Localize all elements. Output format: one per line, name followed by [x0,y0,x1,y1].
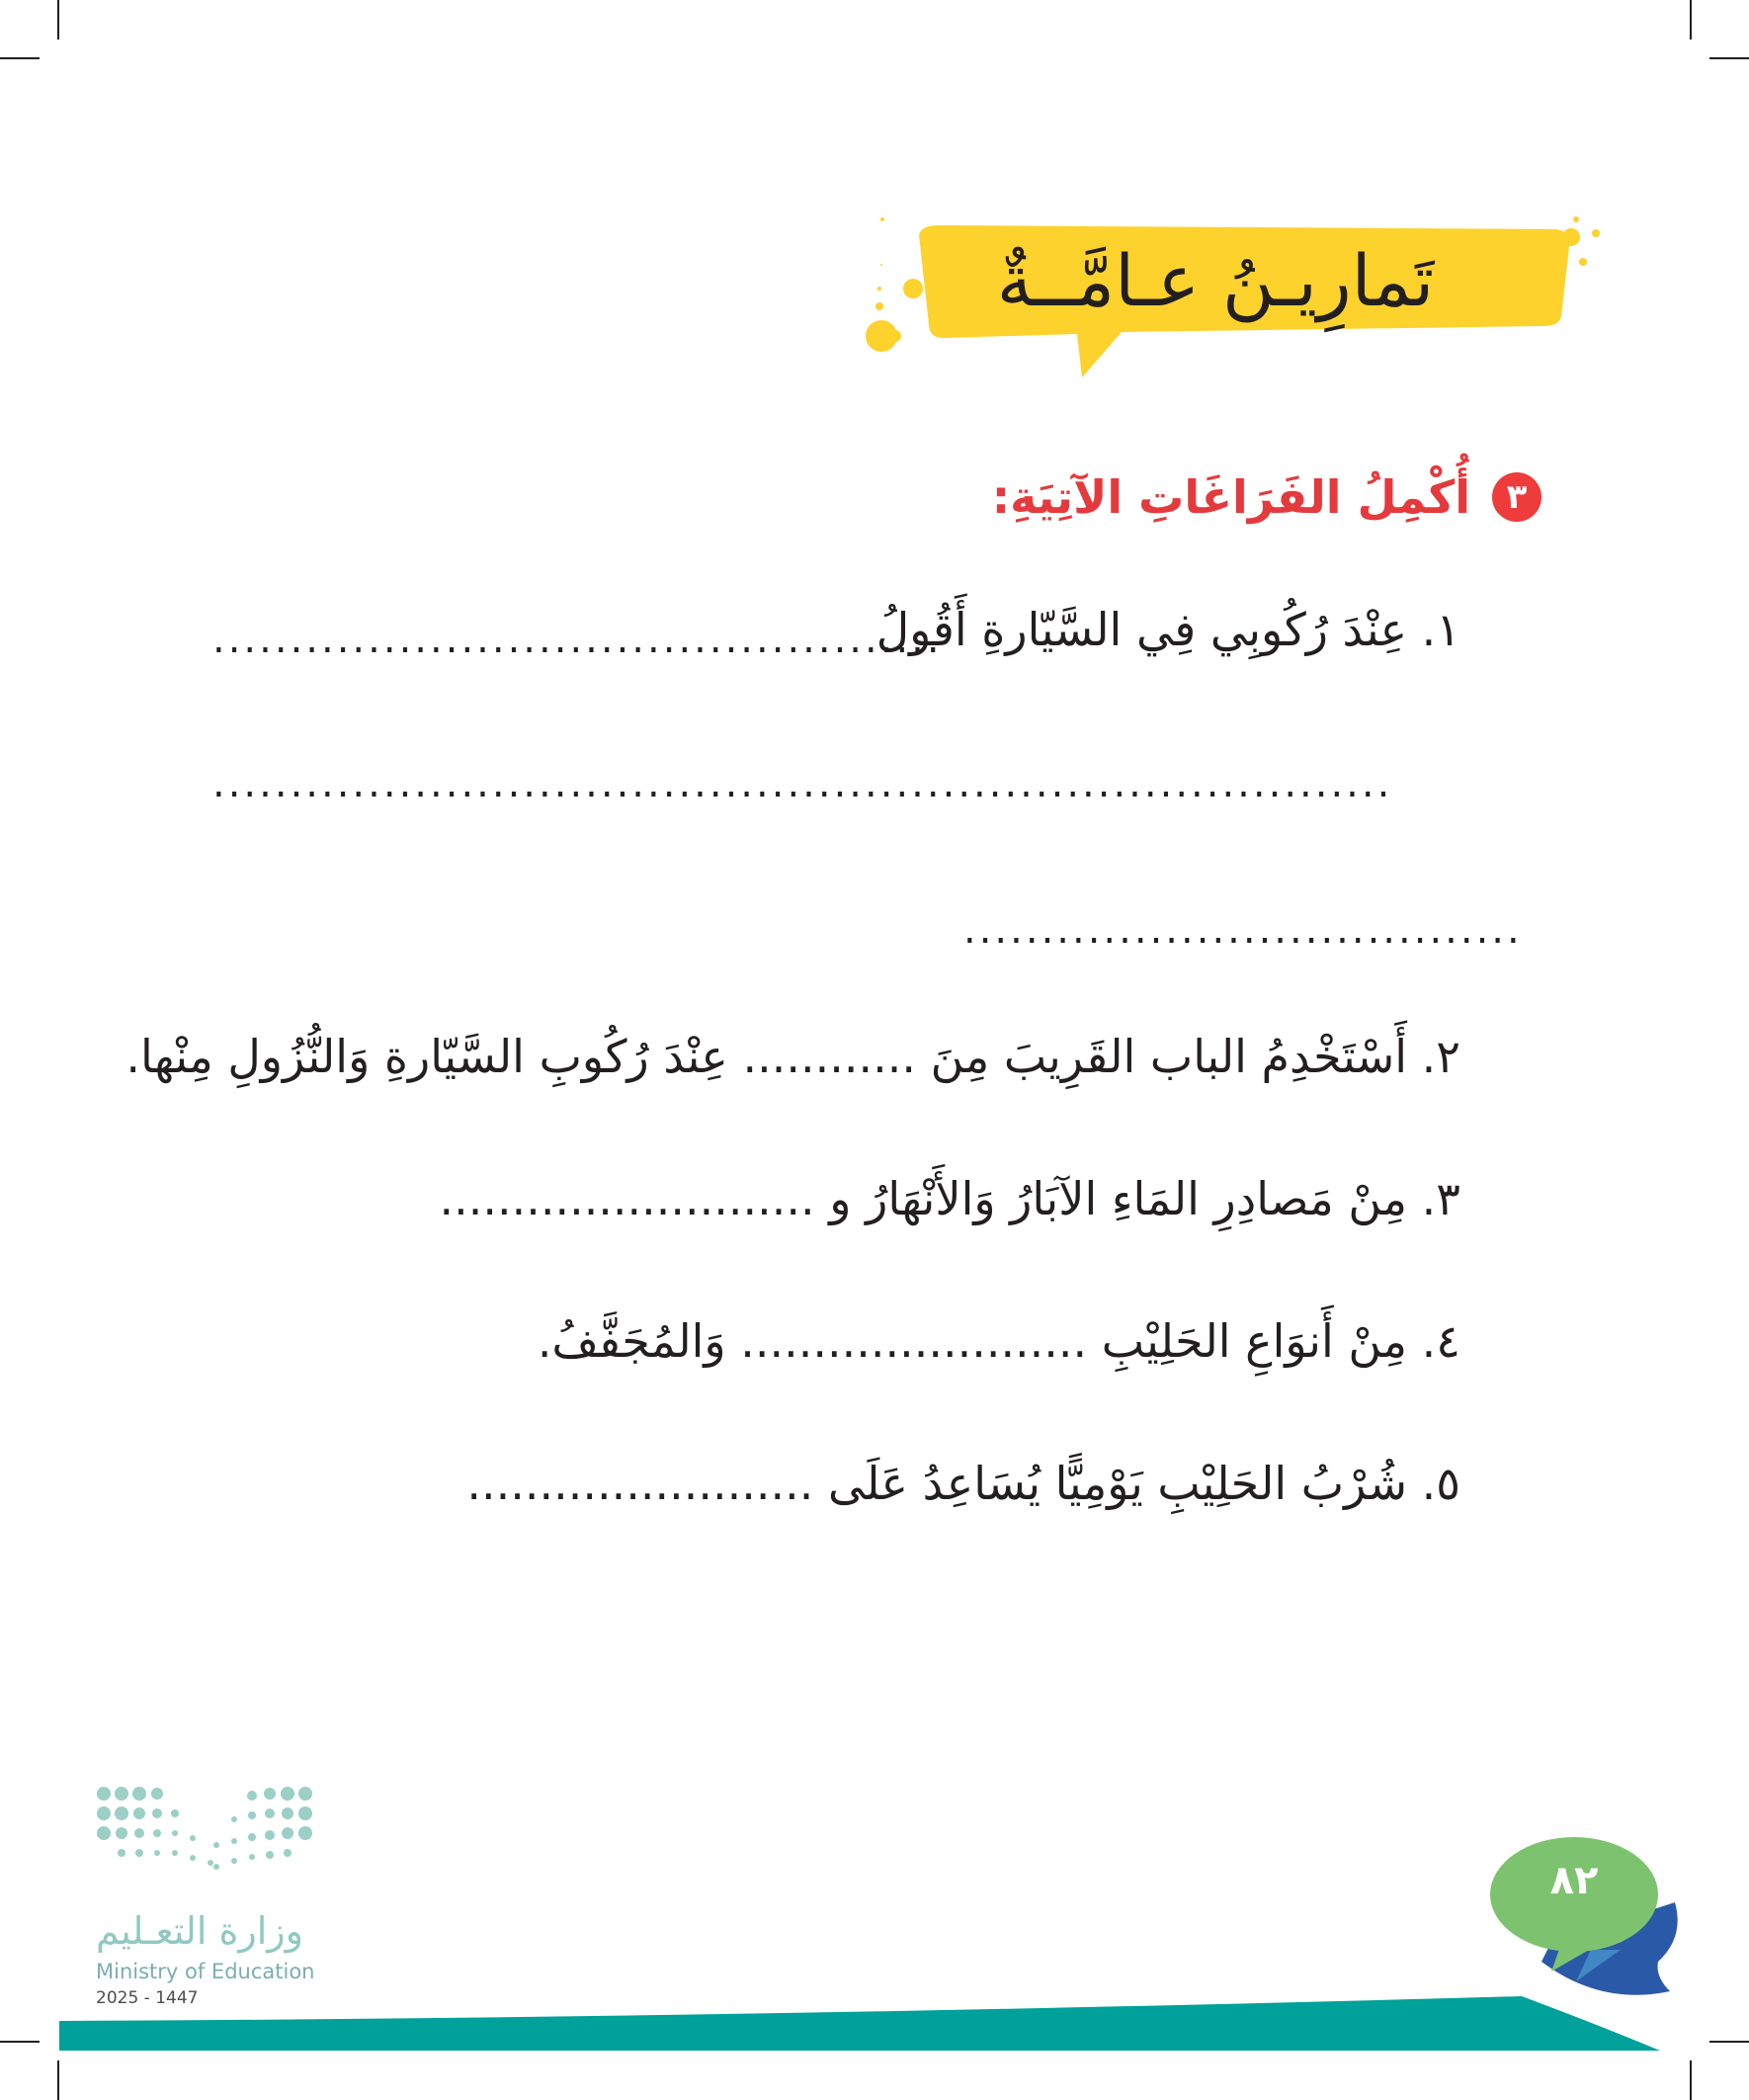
crop-mark [57,2060,59,2100]
item-1-blank-line-2[interactable]: ............................................................................ [212,761,1393,806]
crop-mark [1690,0,1692,40]
crop-mark [0,2041,40,2043]
page-title: تَمارِيـنُ عـامَّــةٌ [996,239,1435,322]
ministry-logo-icon [94,1784,316,1892]
item-1-blank[interactable]: ............................................... [212,617,943,662]
ministry-name-arabic: وزارة التعـليم [96,1909,304,1953]
ministry-name-english: Ministry of Education [96,1960,315,1983]
crop-mark [57,0,59,40]
crop-mark [1690,2060,1692,2100]
item-1-text: ١. عِنْدَ رُكُوبِي فِي السَّيّارةِ أَقُولُ [875,603,1460,656]
crop-mark [1709,2041,1749,2043]
edition-year: 2025 - 1447 [96,1988,199,2008]
item-3-text: ٣. مِنْ مَصادِرِ المَاءِ الآبَارُ وَالأَنْهَارُ و .......................... [439,1172,1460,1225]
exercise-instruction [992,470,1541,524]
page-number: ٨٢ [1549,1858,1599,1903]
item-4-text: ٤. مِنْ أَنوَاعِ الحَلِيْبِ ........................ وَالمُجَفَّفُ. [537,1314,1460,1368]
instruction-text: أُكْمِلُ الفَرَاغَاتِ الآتِيَةِ: [991,470,1470,524]
exercise-number: ٣ [1492,472,1541,522]
item-5-text: ٥. شُرْبُ الحَلِيْبِ يَوْمِيًّا يُسَاعِدُ عَلَى ........................ [466,1457,1460,1510]
crop-mark [0,57,40,59]
item-2-text: ٢. أَسْتَخْدِمُ الباب القَرِيبَ مِنَ ............ عِنْدَ رُكُوبِ السَّيّارةِ وَالنُّزُولِ مِنْها. [125,1030,1460,1083]
crop-mark [1709,57,1749,59]
item-1-blank-line-3[interactable]: .................................... [963,907,1523,953]
footer-bar [59,1996,1690,2051]
